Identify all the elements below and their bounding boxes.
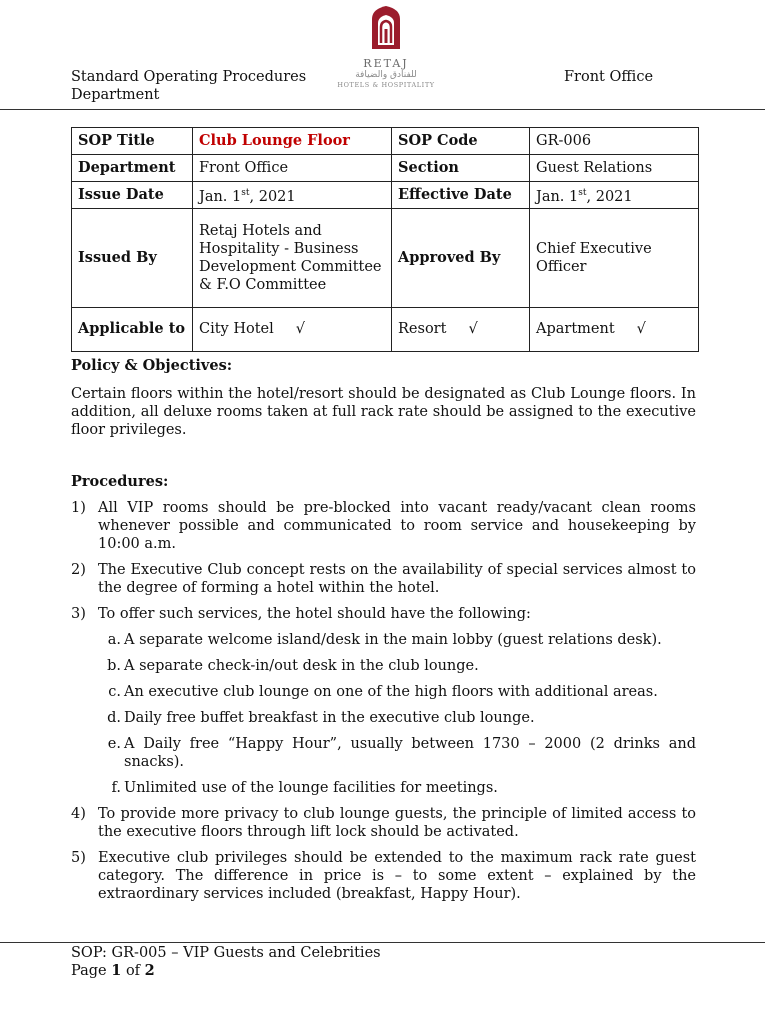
- sub-item: d. Daily free buffet breakfast in the executive club lounge.: [107, 710, 535, 726]
- sop-meta-table: [71, 127, 699, 352]
- page-footer: [71, 944, 381, 980]
- sub-item: b. A separate check-in/out desk in the club lounge.: [107, 658, 479, 674]
- effective-date-value: Jan. 1st, 2021: [530, 182, 699, 209]
- retaj-crown-icon: [369, 5, 403, 51]
- procedure-item: 2) The Executive Club concept rests on the availability of special services almost to the degree of forming a hotel within the hotel.: [71, 562, 696, 596]
- sub-item: f. Unlimited use of the lounge facilities for meetings.: [111, 780, 498, 796]
- sop-title-value: Club Lounge Floor: [193, 128, 392, 155]
- sub-item: e. A Daily free “Happy Hour”, usually between 1730 – 2000 (2 drinks and snacks).: [107, 736, 696, 770]
- header-department: Standard Operating Procedures Department: [71, 69, 307, 103]
- procedure-item: 1) All VIP rooms should be pre-blocked into vacant ready/vacant clean rooms whenever possible and communicated to room service and housekeeping by 10:00 a.m.: [71, 500, 696, 552]
- check-icon: √: [636, 321, 646, 338]
- department-value: Front Office: [193, 155, 392, 182]
- approved-by-value: Chief Executive Officer: [530, 208, 699, 307]
- procedures-heading: Procedures:: [71, 473, 169, 490]
- page-number: Page 1 of 2: [71, 962, 155, 979]
- logo-arabic: للفنادق والضيافة: [355, 70, 417, 80]
- check-icon: √: [468, 321, 478, 338]
- section-value: Guest Relations: [530, 155, 699, 182]
- check-icon: √: [295, 321, 306, 338]
- sop-code-label: SOP Code: [392, 128, 530, 155]
- applicable-to-label: Applicable to: [72, 307, 193, 351]
- footer-sop-reference: SOP: GR-005 – VIP Guests and Celebrities: [71, 945, 381, 961]
- header-front-office: Front Office: [564, 69, 654, 85]
- procedures-list-continued: [71, 805, 696, 903]
- retaj-logo: [336, 5, 436, 90]
- footer-rule: [0, 942, 765, 943]
- services-sublist: [71, 631, 696, 797]
- policy-text: Certain floors within the hotel/resort should be designated as Club Lounge floors. In addition, all deluxe rooms taken at full rack rate should be assigned to the executive floor privileges.: [71, 386, 696, 438]
- sub-item: c. An executive club lounge on one of the high floors with additional areas.: [108, 684, 658, 700]
- applicable-resort: Resort √: [392, 307, 530, 351]
- sop-title-label: SOP Title: [72, 128, 193, 155]
- procedure-item: 3) To offer such services, the hotel should have the following:: [71, 606, 531, 622]
- issue-date-value: Jan. 1st, 2021: [193, 182, 392, 209]
- approved-by-label: Approved By: [392, 208, 530, 307]
- applicable-city-hotel: City Hotel √: [193, 307, 392, 351]
- effective-date-label: Effective Date: [392, 182, 530, 209]
- sub-item: a. A separate welcome island/desk in the main lobby (guest relations desk).: [107, 632, 662, 648]
- procedure-item: 5) Executive club privileges should be extended to the maximum rack rate guest category. The difference in price is – to some extent – explained by the extraordinary services included (breakfast, Happy Hour).: [71, 850, 696, 902]
- issued-by-label: Issued By: [72, 208, 193, 307]
- procedure-item: 4) To provide more privacy to club lounge guests, the principle of limited access to the executive floors through lift lock should be activated.: [71, 806, 696, 840]
- issued-by-value: Retaj Hotels and Hospitality - Business Development Committee & F.O Committee: [193, 208, 392, 307]
- sop-code-value: GR-006: [530, 128, 699, 155]
- issue-date-label: Issue Date: [72, 182, 193, 209]
- section-label: Section: [392, 155, 530, 182]
- logo-tagline: HOTELS & HOSPITALITY: [337, 81, 435, 89]
- procedures-list: [71, 499, 696, 623]
- department-label: Department: [72, 155, 193, 182]
- logo-name: RETAJ: [363, 57, 409, 70]
- header-rule: [0, 109, 765, 110]
- sop-body: [71, 357, 696, 903]
- applicable-apartment: Apartment √: [530, 307, 699, 351]
- policy-heading: Policy & Objectives:: [71, 357, 233, 374]
